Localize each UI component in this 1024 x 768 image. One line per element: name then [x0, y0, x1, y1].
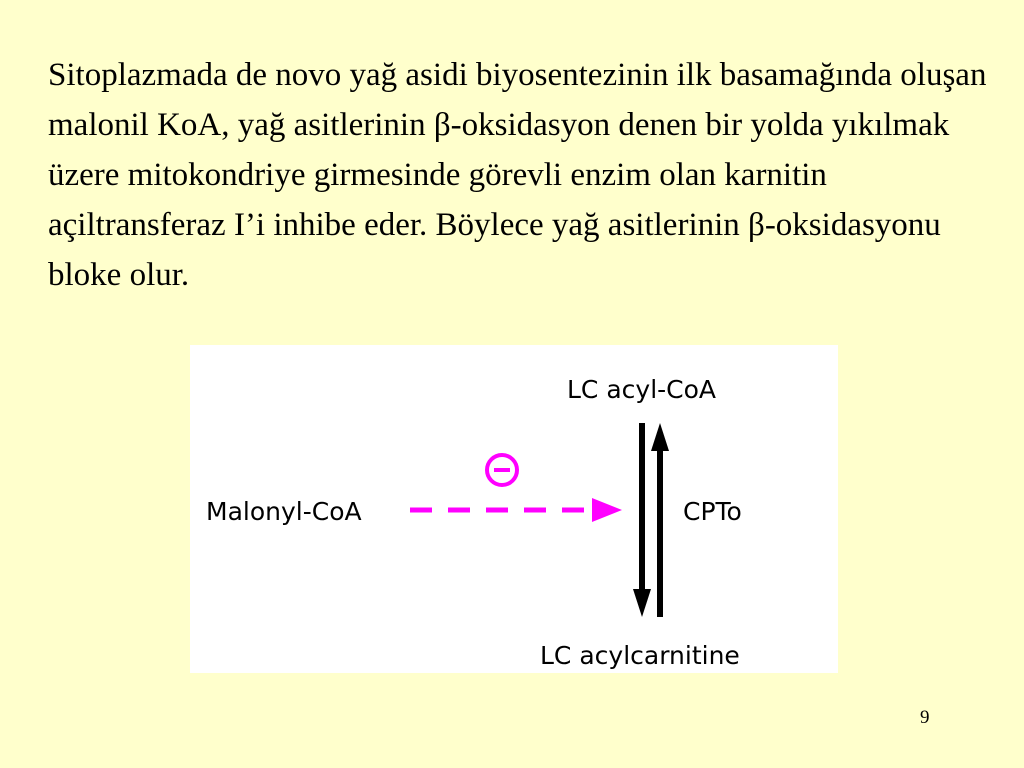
inhibition-arrow [410, 498, 622, 522]
lc-acylcarnitine-label: LC acylcarnitine [540, 641, 740, 670]
inhibition-arrow-head [592, 498, 622, 522]
cpto-enzyme-label: CPTo [683, 497, 742, 526]
reverse-reaction-arrow [651, 423, 669, 617]
lc-acyl-coa-label: LC acyl-CoA [567, 375, 717, 404]
page-number: 9 [920, 707, 930, 728]
malonyl-coa-label: Malonyl-CoA [206, 497, 362, 526]
inhibition-minus-icon [487, 455, 517, 485]
forward-reaction-arrow [633, 423, 651, 617]
cpt-inhibition-diagram [190, 345, 838, 673]
slide-body-text: Sitoplazmada de novo yağ asidi biyosentezinin ilk basamağında oluşan malonil KoA, yağ asitlerinin β-oksidasyon denen bir yolda yıkılmak üzere mitokondriye girmesinde görevli enzim olan karnitin açiltransferaz I’i inhibe eder. Böylece yağ asitlerinin β-oksidasyonu bloke olur. [48, 57, 987, 293]
